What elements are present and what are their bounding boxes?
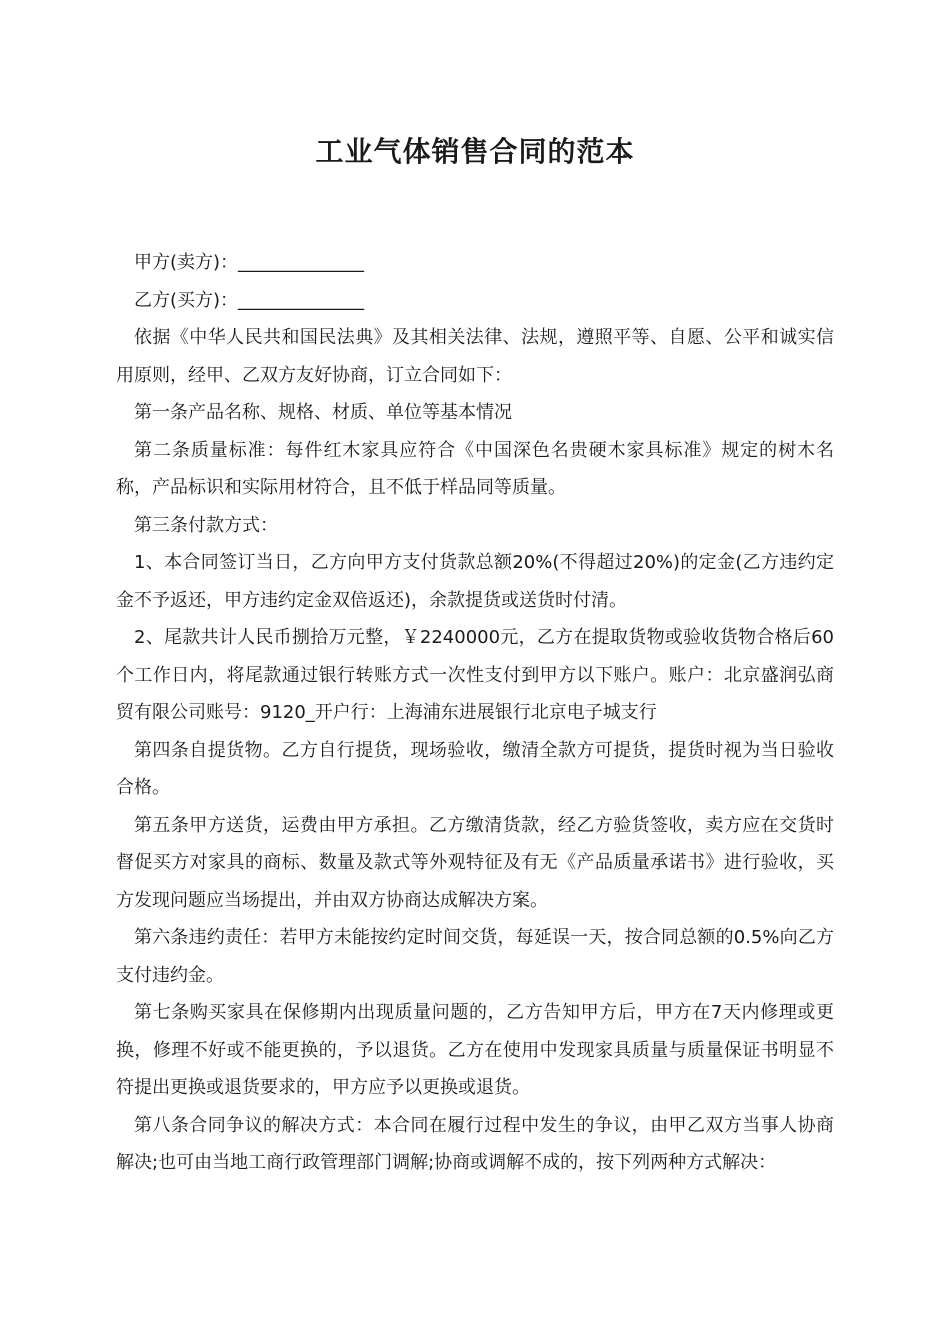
document-body bbox=[116, 244, 834, 1182]
article-3-item-2: 2、尾款共计人民币捌拾万元整，￥2240000元，乙方在提取货物或验收货物合格后60个工作日内，将尾款通过银行转账方式一次性支付到甲方以下账户。账户：北京盛润弘商贸有限公司账号：9120_开户行：上海浦东进展银行北京电子城支行 bbox=[116, 627, 834, 723]
article-6-paragraph: 第六条违约责任：若甲方未能按约定时间交货，每延误一天，按合同总额的0.5%向乙方支付违约金。 bbox=[116, 927, 834, 986]
article-4-paragraph: 第四条自提货物。乙方自行提货，现场验收，缴清全款方可提货，提货时视为当日验收合格。 bbox=[116, 739, 834, 798]
article-3-heading: 第三条付款方式： bbox=[134, 514, 278, 536]
party-b-line: 乙方(买方)：______________ bbox=[134, 289, 365, 311]
document-title: 工业气体销售合同的范本 bbox=[315, 135, 635, 168]
party-a-line: 甲方(卖方)：______________ bbox=[134, 252, 365, 273]
preamble-paragraph: 依据《中华人民共和国民法典》及其相关法律、法规，遵照平等、自愿、公平和诚实信用原则，经甲、乙双方友好协商，订立合同如下： bbox=[116, 327, 834, 386]
article-2-paragraph: 第二条质量标准：每件红木家具应符合《中国深色名贵硬木家具标准》规定的树木名称，产品标识和实际用材符合，且不低于样品同等质量。 bbox=[116, 439, 834, 498]
article-1-paragraph: 第一条产品名称、规格、材质、单位等基本情况 bbox=[134, 402, 512, 423]
article-8-paragraph: 第八条合同争议的解决方式：本合同在履行过程中发生的争议，由甲乙双方当事人协商解决;也可由当地工商行政管理部门调解;协商或调解不成的，按下列两种方式解决： bbox=[116, 1114, 834, 1173]
article-5-paragraph: 第五条甲方送货，运费由甲方承担。乙方缴清货款，经乙方验货签收，卖方应在交货时督促买方对家具的商标、数量及款式等外观特征及有无《产品质量承诺书》进行验收，买方发现问题应当场提出，并由双方协商达成解决方案。 bbox=[116, 814, 834, 911]
article-3-item-1: 1、本合同签订当日，乙方向甲方支付货款总额20%(不得超过20%)的定金(乙方违约定金不予返还，甲方违约定金双倍返还)，余款提货或送货时付清。 bbox=[116, 552, 834, 611]
article-7-paragraph: 第七条购买家具在保修期内出现质量问题的，乙方告知甲方后，甲方在7天内修理或更换，修理不好或不能更换的，予以退货。乙方在使用中发现家具质量与质量保证书明显不符提出更换或退货要求的，甲方应予以更换或退货。 bbox=[116, 1002, 834, 1098]
